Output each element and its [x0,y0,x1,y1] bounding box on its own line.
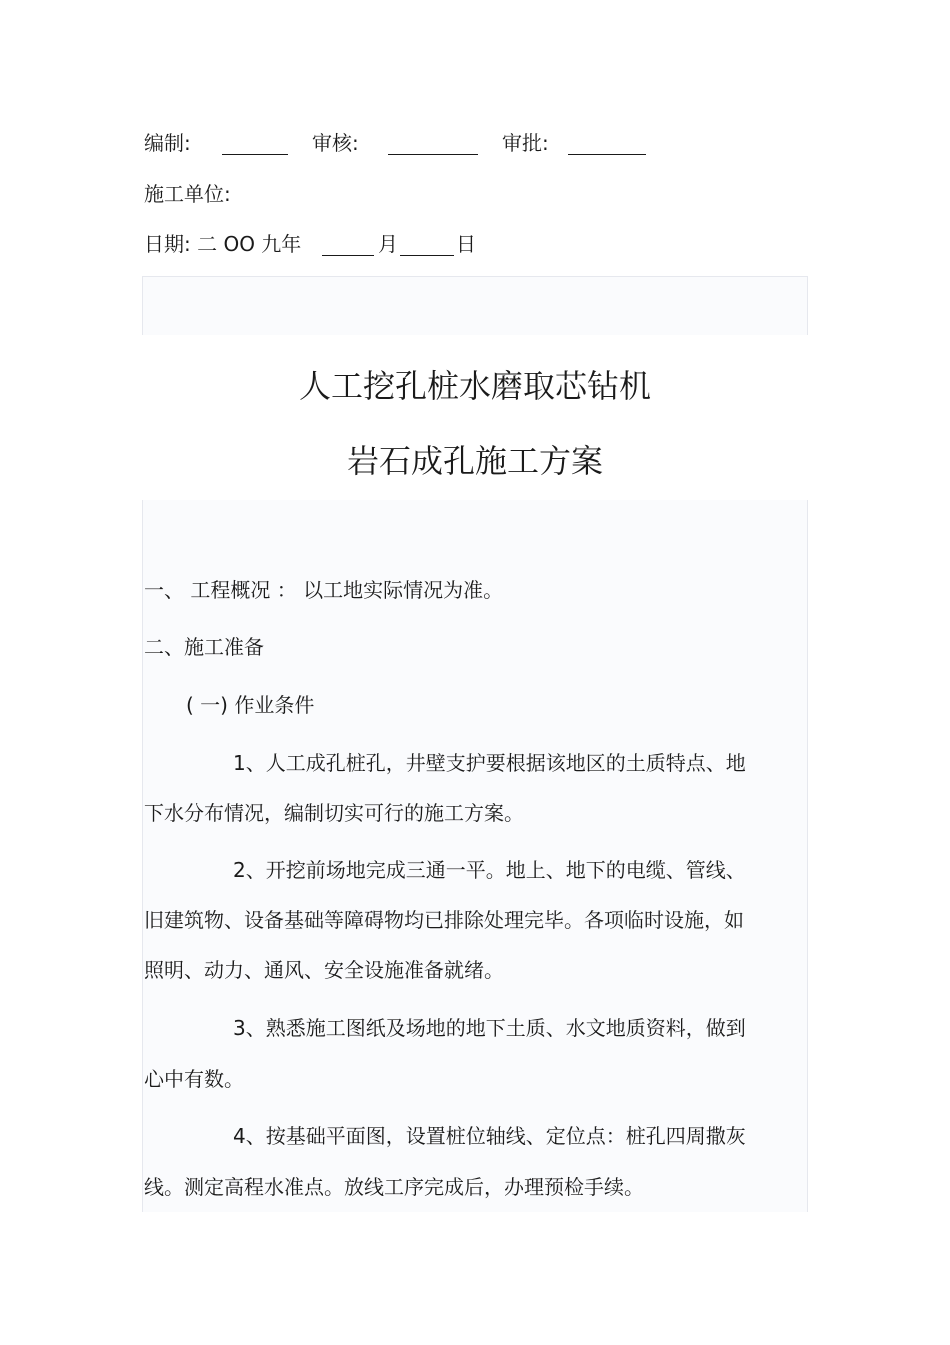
unit-label: 施工单位: [144,182,231,206]
paragraph-2-line-2: 旧建筑物、设备基础等障碍物均已排除处理完毕。各项临时设施，如 [144,908,744,932]
month-blank [322,237,374,256]
paragraph-2-line-1: 2、开挖前场地完成三通一平。地上、地下的电缆、管线、 [233,858,746,882]
body-panel-bg [142,500,808,1212]
date-label: 日期: [144,232,191,256]
review-label: 审核: [312,131,359,155]
compile-blank [222,136,288,155]
paragraph-2-line-3: 照明、动力、通风、安全设施准备就绪。 [144,958,504,982]
section-2-heading: 二、施工准备 [144,635,264,659]
document-title-line2: 岩石成孔施工方案 [346,442,603,480]
document-title-line1: 人工挖孔桩水磨取芯钻机 [298,367,651,405]
day-blank [400,237,454,256]
date-day: 日 [456,232,476,256]
date-year: 二 OO 九年 [197,232,302,256]
section-1-heading: 一、 工程概况 ： 以工地实际情况为准。 [144,578,504,602]
compile-label: 编制: [144,131,191,155]
paragraph-1-line-2: 下水分布情况，编制切实可行的施工方案。 [144,801,524,825]
header-panel-bg [142,276,808,335]
approve-label: 审批: [502,131,549,155]
paragraph-3-line-1: 3、熟悉施工图纸及场地的地下土质、水文地质资料，做到 [233,1016,746,1040]
date-row [144,232,301,256]
paragraph-4-line-2: 线。测定高程水准点。放线工序完成后，办理预检手续。 [144,1175,644,1199]
signature-row [144,131,191,155]
paragraph-3-line-2: 心中有数。 [144,1067,244,1091]
date-month: 月 [378,232,398,256]
paragraph-4-line-1: 4、按基础平面图，设置桩位轴线、定位点：桩孔四周撒灰 [233,1124,746,1148]
subsection-heading: ( 一) 作业条件 [186,693,315,717]
approve-blank [568,136,646,155]
paragraph-1-line-1: 1、人工成孔桩孔，井壁支护要根据该地区的土质特点、地 [233,751,746,775]
review-blank [388,136,478,155]
